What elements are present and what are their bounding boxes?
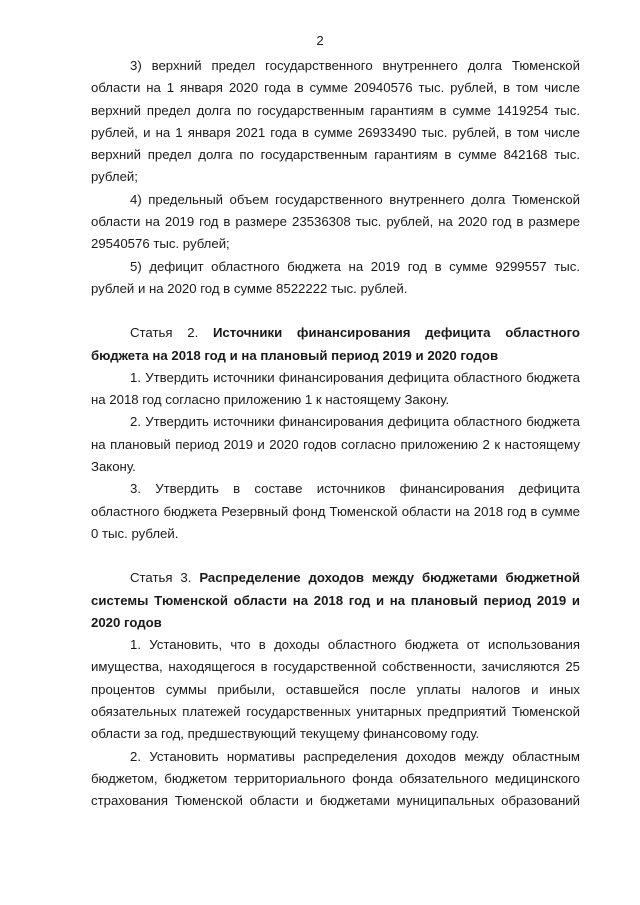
document-body bbox=[91, 55, 580, 813]
article-2-item-2: 2. Утвердить источники финансирования дефицита областного бюджета на плановый период 2019 и 2020 годов согласно приложению 2 к настоящему Закону. bbox=[91, 414, 580, 475]
paragraph-deficit: 5) дефицит областного бюджета на 2019 год в сумме 9299557 тыс. рублей и на 2020 год в сумме 8522222 тыс. рублей. bbox=[91, 258, 580, 296]
article-3-title: Распределение доходов между бюджетами бюджетной системы Тюменской области на 2018 год и на плановый период 2019 и 2020 годов bbox=[91, 570, 580, 630]
article-2-item-3: 3. Утвердить в составе источников финансирования дефицита областного бюджета Резервный фонд Тюменской области на 2018 год в сумме 0 тыс. рублей. bbox=[91, 481, 580, 541]
article-2-title: Источники финансирования дефицита областного бюджета на 2018 год и на плановый период 2019 и 2020 годов bbox=[91, 325, 580, 363]
article-3-heading bbox=[91, 567, 580, 634]
article-3-item-2: 2. Установить нормативы распределения доходов между областным бюджетом, бюджетом территориального фонда обязательного медицинского страхования Тюменской области и бюджетами муниципальных образований bbox=[91, 748, 580, 809]
page-number: 2 bbox=[316, 33, 324, 48]
article-3-item-1: 1. Установить, что в доходы областного бюджета от использования имущества, находящегося в государственной собственности, зачисляются 25 процентов суммы прибыли, оставшейся после уплаты налогов и иных обязательных платежей государственных унитарных предприятий Тюменской области за год, предшествующий текущему финансовому году. bbox=[91, 637, 580, 742]
paragraph-debt-upper-limit: 3) верхний предел государственного внутреннего долга Тюменской области на 1 января 2020 года в сумме 20940576 тыс. рублей, в том числе верхний предел долга по государственным гарантиям в сумме 1419254 тыс. рублей, и на 1 января 2021 года в сумме 26933490 тыс. рублей, в том числе верхний предел долга по государственным гарантиям в сумме 842168 тыс. рублей; bbox=[91, 58, 580, 185]
paragraph-debt-max-volume: 4) предельный объем государственного внутреннего долга Тюменской области на 2019 год в размере 23536308 тыс. рублей, на 2020 год в размере 29540576 тыс. рублей; bbox=[91, 191, 580, 252]
article-3-prefix: Статья 3. bbox=[130, 570, 200, 586]
article-2-prefix: Статья 2. bbox=[130, 325, 213, 341]
article-2-heading bbox=[91, 322, 580, 367]
article-2-item-1: 1. Утвердить источники финансирования дефицита областного бюджета на 2018 год согласно приложению 1 к настоящему Закону. bbox=[91, 369, 580, 408]
